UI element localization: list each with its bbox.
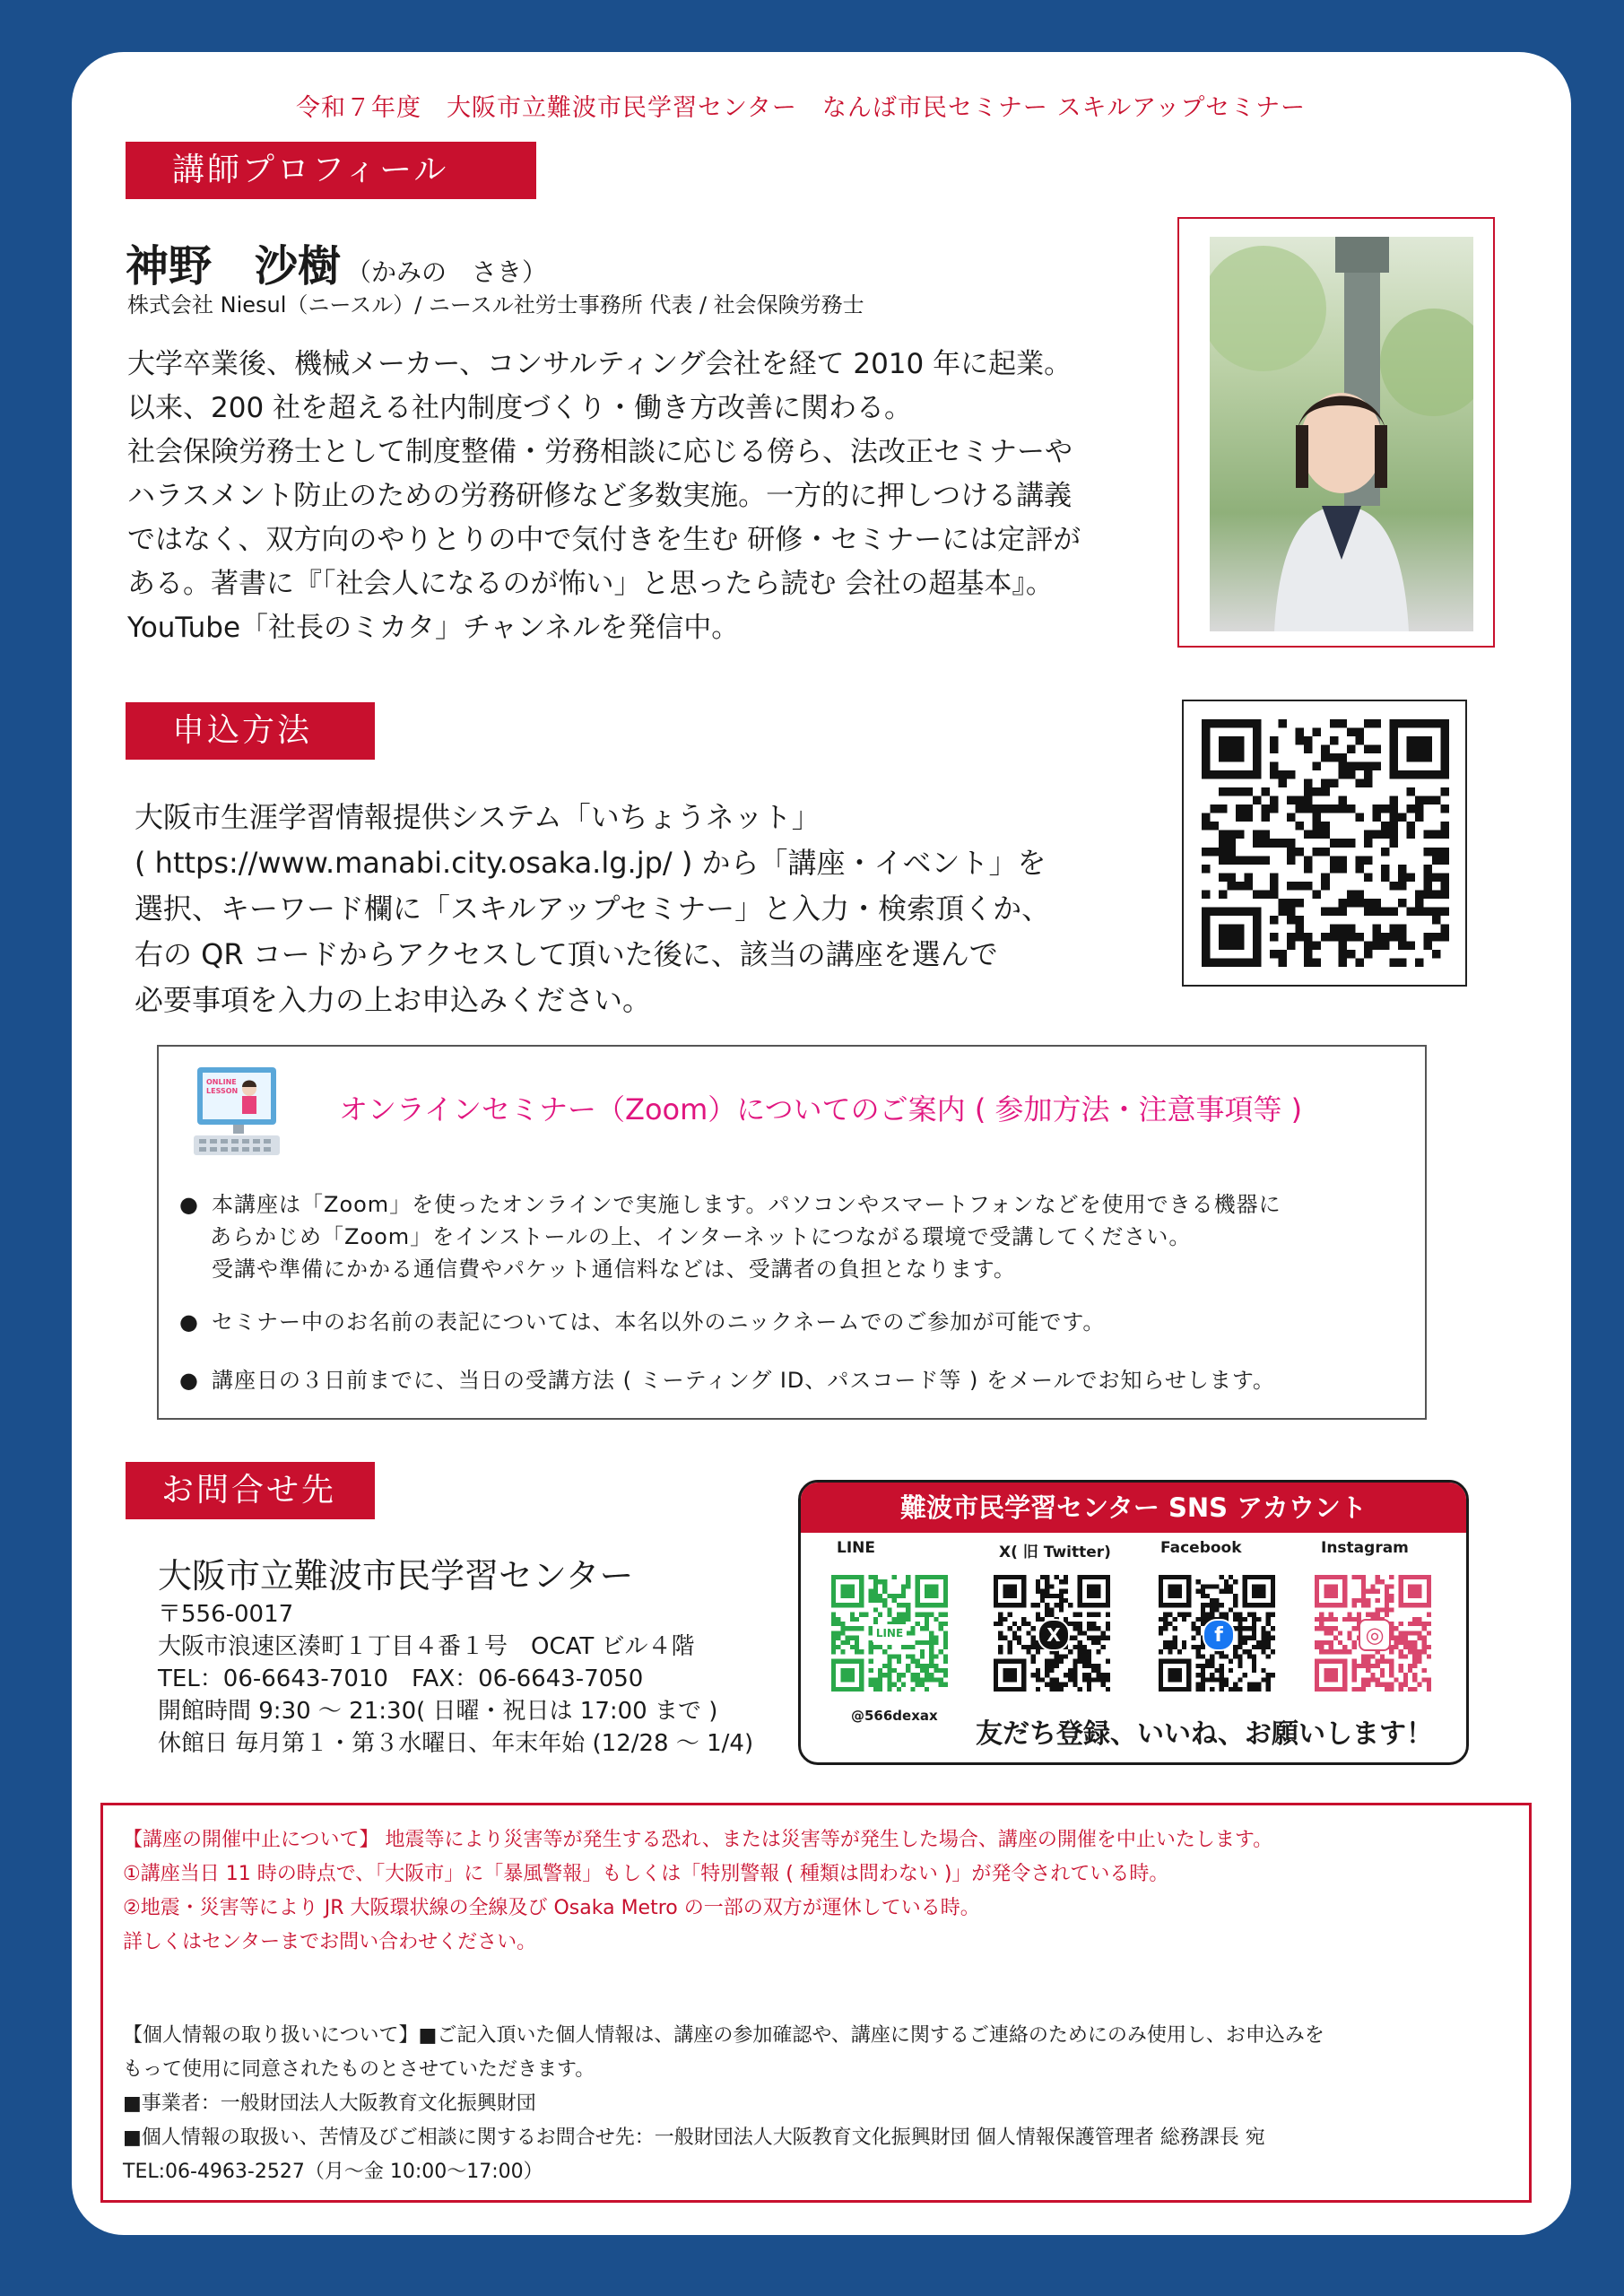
- privacy-line: TEL:06-4963-2527（月～金 10:00～17:00）: [123, 2161, 543, 2183]
- profile-section-label: 講師プロフィール: [126, 142, 536, 199]
- qr-code-image: [1202, 719, 1449, 967]
- online-notice-1: [212, 1188, 1281, 1285]
- notice-line: 受講や準備にかかる通信費やパケット通信料などは、受講者の負担となります。: [212, 1257, 1016, 1282]
- bullet-mark-icon: ●: [179, 1192, 199, 1217]
- online-icon-text-2: LESSON: [206, 1087, 239, 1095]
- privacy-notice: [123, 2019, 1324, 2189]
- online-lesson-icon: [194, 1065, 283, 1161]
- cancel-condition-2: ②地震・災害等により JR 大阪環状線の全線及び Osaka Metro の一部の双方が運休している時。: [123, 1897, 980, 1919]
- bio-line: 大学卒業後、機械メーカー、コンサルティング会社を経て 2010 年に起業。: [127, 348, 1073, 380]
- lecturer-name-text: 神野 沙樹: [126, 241, 342, 291]
- x-logo-icon: X: [1038, 1619, 1070, 1651]
- sns-footer-text: 友だち登録、いいね、お願いします！: [976, 1718, 1433, 1750]
- closed-days: 休館日 毎月第１・第３水曜日、年末年始 (12/28 ～ 1/4): [158, 1730, 754, 1757]
- facebook-logo-icon: f: [1203, 1619, 1235, 1651]
- bio-line: 社会保険労務士として制度整備・労務相談に応じる傍ら、法改正セミナーや: [127, 436, 1073, 468]
- header-title: 令和７年度 大阪市立難波市民学習センター なんば市民セミナー スキルアップセミナー: [296, 94, 1307, 122]
- cancellation-notice: [123, 1823, 1272, 1960]
- apply-line: 右の QR コードからアクセスして頂いた後に、該当の講座を選んで: [135, 937, 998, 971]
- apply-line: 必要事項を入力の上お申込みください。: [135, 983, 652, 1017]
- address: 大阪市浪速区湊町１丁目４番１号 OCAT ビル４階: [158, 1633, 695, 1660]
- apply-line: 大阪市生涯学習情報提供システム「いちょうネット」: [135, 800, 821, 834]
- cancel-condition-1: ①講座当日 11 時の時点で、「大阪市」に「暴風警報」もしくは「特別警報 ( 種類は問わない )」が発令されている時。: [123, 1863, 1169, 1885]
- inquiry-section-label: お問合せ先: [126, 1462, 375, 1519]
- lecturer-photo: [1210, 237, 1473, 631]
- instagram-logo-icon: ◎: [1359, 1619, 1391, 1651]
- lecturer-bio: [127, 343, 1114, 650]
- privacy-line: もって使用に同意されたものとさせていただきます。: [123, 2058, 595, 2081]
- opening-hours: 開館時間 9:30 ～ 21:30( 日曜・祝日は 17:00 まで ): [158, 1698, 718, 1725]
- apply-section-label: 申込方法: [126, 702, 375, 760]
- sns-label-line: LINE: [837, 1539, 875, 1557]
- sns-title: 難波市民学習センター SNS アカウント: [801, 1483, 1466, 1533]
- bio-line: ハラスメント防止のための労務研修など多数実施。一方的に押しつける講義: [127, 480, 1073, 512]
- lecturer-name: [126, 231, 547, 293]
- online-notice-2: セミナー中のお名前の表記については、本名以外のニックネームでのご参加が可能です。: [212, 1309, 1106, 1335]
- sns-label-x: X( 旧 Twitter): [999, 1544, 1111, 1561]
- apply-line: ( https://www.manabi.city.osaka.lg.jp/ ) から「講座・イベント」を: [135, 846, 1046, 880]
- line-logo-icon: LINE: [873, 1624, 907, 1642]
- sns-label-instagram: Instagram: [1321, 1539, 1409, 1557]
- center-contact-info: [158, 1598, 753, 1760]
- center-name: 大阪市立難波市民学習センター: [158, 1556, 634, 1596]
- sns-label-facebook: Facebook: [1160, 1539, 1242, 1557]
- cancel-heading: 【講座の開催中止について】 地震等により災害等が発生する恐れ、または災害等が発生した場合、講座の開催を中止いたします。: [123, 1829, 1273, 1851]
- bio-line: 以来、200 社を超える社内制度づくり・働き方改善に関わる。: [127, 392, 913, 424]
- apply-qr-code[interactable]: [1182, 700, 1467, 987]
- instagram-qr-code[interactable]: [1315, 1575, 1431, 1692]
- line-qr-code[interactable]: [831, 1575, 948, 1692]
- online-icon-text: [206, 1078, 238, 1096]
- bullet-mark-icon: ●: [179, 1368, 199, 1393]
- bio-line: ではなく、双方向のやりとりの中で気付きを生む 研修・セミナーには定評が: [127, 524, 1081, 556]
- bio-line: YouTube「社長のミカタ」チャンネルを発信中。: [127, 612, 740, 644]
- cancel-contact: 詳しくはセンターまでお問い合わせください。: [123, 1931, 537, 1953]
- phone-fax: TEL：06-6643-7010 FAX：06-6643-7050: [158, 1665, 644, 1692]
- notice-line: あらかじめ「Zoom」をインストールの上、インターネットにつながる環境で受講してください。: [210, 1224, 1192, 1249]
- postal-code: 〒556-0017: [158, 1601, 294, 1628]
- line-id: @566dexax: [851, 1708, 938, 1724]
- bullet-mark-icon: ●: [179, 1309, 199, 1335]
- x-qr-code[interactable]: [994, 1575, 1110, 1692]
- privacy-line: ■事業者：一般財団法人大阪教育文化振興財団: [123, 2092, 536, 2115]
- notice-box: [100, 1803, 1532, 2203]
- online-seminar-title: オンラインセミナー（Zoom）についてのご案内 ( 参加方法・注意事項等 ): [339, 1092, 1303, 1126]
- apply-line: 選択、キーワード欄に「スキルアップセミナー」と入力・検索頂くか、: [135, 891, 1051, 926]
- notice-line: 本講座は「Zoom」を使ったオンラインで実施します。パソコンやスマートフォンなどを使用できる機器に: [212, 1192, 1281, 1217]
- lecturer-name-kana: （かみの さき）: [346, 257, 548, 287]
- lecturer-photo-frame: [1177, 217, 1495, 648]
- online-notice-3: 講座日の３日前までに、当日の受講方法 ( ミーティング ID、パスコード等 ) をメールでお知らせします。: [212, 1368, 1275, 1393]
- lecturer-title: 株式会社 Niesul（ニースル）/ ニースル社労士事務所 代表 / 社会保険労務士: [127, 292, 864, 317]
- apply-instructions: [135, 795, 1139, 1023]
- privacy-line: ■個人情報の取扱い、苦情及びご相談に関するお問合せ先：一般財団法人大阪教育文化振興財団 個人情報保護管理者 総務課長 宛: [123, 2126, 1265, 2149]
- online-icon-text-1: ONLINE: [206, 1078, 237, 1086]
- facebook-qr-code[interactable]: [1159, 1575, 1275, 1692]
- privacy-line: 【個人情報の取り扱いについて】■ご記入頂いた個人情報は、講座の参加確認や、講座に関するご連絡のためにのみ使用し、お申込みを: [123, 2024, 1324, 2047]
- bio-line: ある。著書に『「社会人になるのが怖い」と思ったら読む 会社の超基本』。: [127, 568, 1054, 600]
